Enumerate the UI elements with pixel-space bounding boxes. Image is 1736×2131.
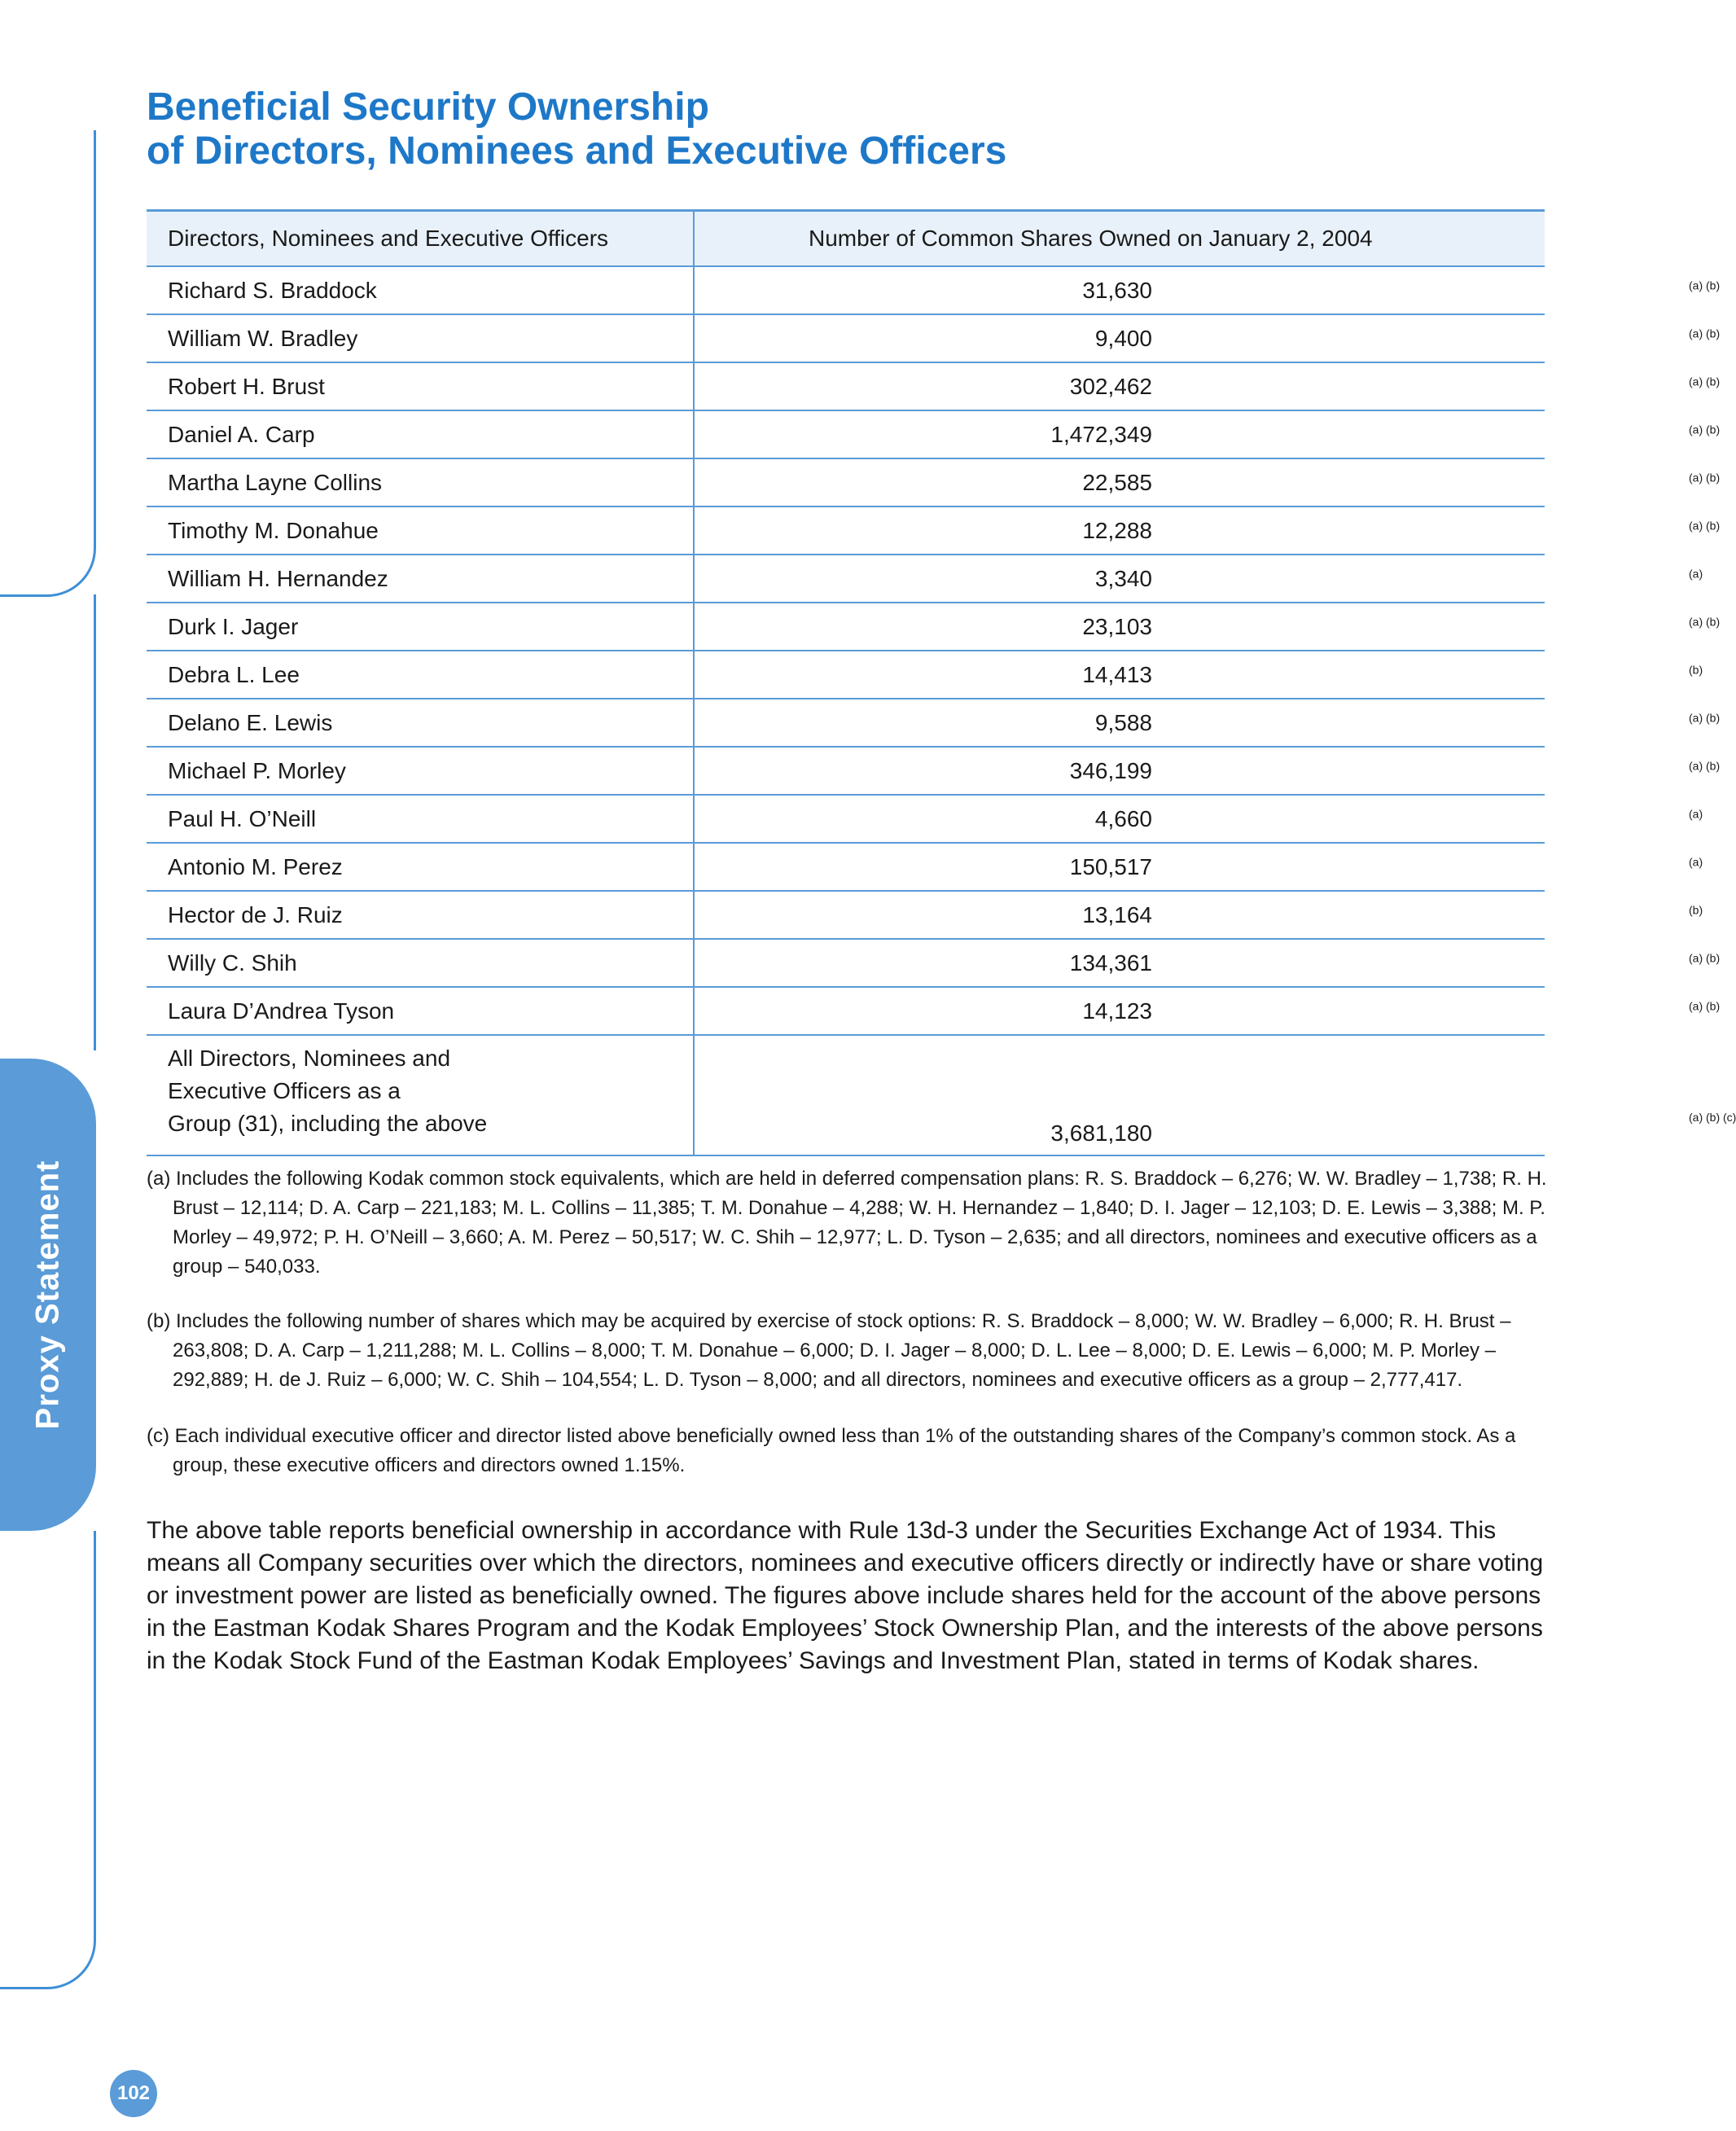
shares-cell xyxy=(694,555,1703,603)
shares-value: 302,462 xyxy=(1069,373,1152,399)
shares-cell xyxy=(694,891,1703,939)
shares-notes: (a) xyxy=(1689,855,1703,869)
shares-value: 9,400 xyxy=(1094,325,1152,351)
director-name: Antonio M. Perez xyxy=(147,843,694,891)
director-name: Durk I. Jager xyxy=(147,603,694,651)
side-rail-top xyxy=(0,130,96,597)
shares-notes: (a) (b) xyxy=(1689,375,1721,388)
shares-notes: (b) xyxy=(1689,663,1703,677)
footnote-a: (a) Includes the following Kodak common stock equivalents, which are held in deferred compensation plans: R. S. Braddock – 6,276; W. W. Bradley – 1,738; R. H. Brust – 12,114; D. A. Carp – 221,183; M. L. Collins – 11,385; T. M. Donahue – 4,288; W. H. Hernandez – 1,840; D. I. Jager – 12,103; D. E. Lewis – 3,388; M. P. Morley – 49,972; P. H. O’Neill – 3,660; A. M. Perez – 50,517; W. C. Shih – 12,977; L. D. Tyson – 2,635; and all directors, nominees and executive officers as a group – 540,033. xyxy=(147,1168,1547,1278)
column-header-shares: Number of Common Shares Owned on January 2, 2004 xyxy=(694,211,1545,267)
shares-notes: (a) (b) xyxy=(1689,711,1721,725)
table-row xyxy=(147,747,1545,795)
shares-value: 150,517 xyxy=(1069,853,1152,879)
table-header-row xyxy=(147,211,1545,267)
column-header-name: Directors, Nominees and Executive Officers xyxy=(147,211,694,267)
table-row xyxy=(147,410,1545,458)
table-row-group-total xyxy=(147,1035,1545,1155)
shares-cell xyxy=(694,266,1721,314)
table-row xyxy=(147,795,1545,843)
group-label-line-1: All Directors, Nominees and xyxy=(168,1046,451,1071)
shares-value: 14,413 xyxy=(1082,661,1152,687)
director-name: Daniel A. Carp xyxy=(147,410,694,458)
page-title-line-1: Beneficial Security Ownership xyxy=(147,86,709,129)
table-row xyxy=(147,506,1545,555)
shares-value: 9,588 xyxy=(1094,709,1152,735)
shares-notes: (a) xyxy=(1689,807,1703,821)
shares-notes: (a) (b) xyxy=(1689,278,1721,292)
footnote-b: (b) Includes the following number of shares which may be acquired by exercise of stock options: R. S. Braddock – 8,000; W. W. Bradley – 6,000; R. H. Brust – 263,808; D. A. Carp – 1,211,288; M. L. Collins – 8,000; T. M. Donahue – 6,000; D. I. Jager – 8,000; D. L. Lee – 8,000; D. E. Lewis – 6,000; M. P. Morley – 292,889; H. de J. Ruiz – 6,000; W. C. Shih – 104,554; L. D. Tyson – 8,000; and all directors, nominees and executive officers as a group – 2,777,417. xyxy=(147,1310,1511,1391)
table-row xyxy=(147,603,1545,651)
shares-cell xyxy=(694,795,1703,843)
director-name: William H. Hernandez xyxy=(147,555,694,603)
group-shares-value: 3,681,180 xyxy=(1050,1120,1152,1146)
shares-value: 1,472,349 xyxy=(1050,421,1152,447)
table-row xyxy=(147,651,1545,699)
table-row xyxy=(147,555,1545,603)
director-name: Robert H. Brust xyxy=(147,362,694,410)
shares-value: 134,361 xyxy=(1069,949,1152,976)
shares-cell xyxy=(694,843,1703,891)
side-rail-middle xyxy=(0,594,96,1050)
table-row xyxy=(147,699,1545,747)
shares-value: 31,630 xyxy=(1082,277,1152,303)
table-row xyxy=(147,362,1545,410)
table-row xyxy=(147,987,1545,1035)
director-name: Richard S. Braddock xyxy=(147,266,694,314)
section-tab-label: Proxy Statement xyxy=(29,1160,66,1430)
footnote-c: (c) Each individual executive officer and director listed above beneficially owned less than 1% of the outstanding shares of the Company’s common stock. As a group, these executive officers and directors owned 1.15%. xyxy=(147,1425,1516,1476)
table-row xyxy=(147,891,1545,939)
director-name: Willy C. Shih xyxy=(147,939,694,987)
shares-cell xyxy=(694,458,1721,506)
shares-notes: (a) (b) xyxy=(1689,327,1721,340)
group-shares-notes: (a) (b) (c) xyxy=(1689,1111,1736,1124)
shares-cell xyxy=(694,314,1721,362)
page-title xyxy=(147,86,1287,173)
shares-value: 14,123 xyxy=(1082,998,1152,1024)
shares-value: 13,164 xyxy=(1082,901,1152,927)
table-row xyxy=(147,843,1545,891)
shares-cell xyxy=(694,410,1721,458)
group-shares-cell xyxy=(694,1035,1736,1155)
director-name: William W. Bradley xyxy=(147,314,694,362)
shares-cell xyxy=(694,747,1721,795)
shares-notes: (a) (b) xyxy=(1689,423,1721,436)
table-row xyxy=(147,314,1545,362)
director-name: Hector de J. Ruiz xyxy=(147,891,694,939)
table-row xyxy=(147,939,1545,987)
shares-value: 346,199 xyxy=(1069,757,1152,783)
shares-notes: (a) xyxy=(1689,567,1703,581)
director-name: Debra L. Lee xyxy=(147,651,694,699)
shares-value: 3,340 xyxy=(1094,565,1152,591)
shares-notes: (a) (b) xyxy=(1689,999,1721,1013)
shares-cell xyxy=(694,506,1721,555)
shares-notes: (a) (b) xyxy=(1689,759,1721,773)
shares-cell xyxy=(694,651,1703,699)
director-name: Martha Layne Collins xyxy=(147,458,694,506)
ownership-table xyxy=(147,209,1736,1156)
director-name: Paul H. O’Neill xyxy=(147,795,694,843)
table-row xyxy=(147,458,1545,506)
shares-notes: (a) (b) xyxy=(1689,519,1721,533)
shares-cell xyxy=(694,987,1721,1035)
shares-value: 4,660 xyxy=(1094,805,1152,831)
page-title-line-2: of Directors, Nominees and Executive Officers xyxy=(147,129,1007,173)
shares-cell xyxy=(694,939,1721,987)
director-name: Michael P. Morley xyxy=(147,747,694,795)
shares-cell xyxy=(694,362,1721,410)
director-name: Laura D’Andrea Tyson xyxy=(147,987,694,1035)
side-rail-bottom xyxy=(0,1531,96,1989)
shares-notes: (a) (b) xyxy=(1689,951,1721,965)
page-number: 102 xyxy=(110,2070,157,2117)
director-name: Timothy M. Donahue xyxy=(147,506,694,555)
shares-cell xyxy=(694,699,1721,747)
shares-notes: (a) (b) xyxy=(1689,471,1721,485)
shares-value: 22,585 xyxy=(1082,469,1152,495)
explanatory-paragraph: The above table reports beneficial ownership in accordance with Rule 13d-3 under the Securities Exchange Act of 1934. This means all Company securities over which the directors, nominees and executive officers directly or indirectly have or share voting or investment power are listed as beneficially owned. The figures above include shares held for the account of the above persons in the Eastman Kodak Shares Program and the Kodak Employees’ Stock Ownership Plan, and the interests of the above persons in the Kodak Stock Fund of the Eastman Kodak Employees’ Savings and Investment Plan, stated in terms of Kodak shares. xyxy=(147,1517,1544,1674)
group-label xyxy=(147,1035,694,1155)
shares-notes: (b) xyxy=(1689,903,1703,917)
director-name: Delano E. Lewis xyxy=(147,699,694,747)
shares-cell xyxy=(694,603,1721,651)
group-label-line-2: Executive Officers as a xyxy=(168,1078,401,1103)
group-label-line-3: Group (31), including the above xyxy=(168,1111,488,1136)
shares-value: 23,103 xyxy=(1082,613,1152,639)
table-row xyxy=(147,266,1545,314)
shares-value: 12,288 xyxy=(1082,517,1152,543)
shares-notes: (a) (b) xyxy=(1689,615,1721,629)
